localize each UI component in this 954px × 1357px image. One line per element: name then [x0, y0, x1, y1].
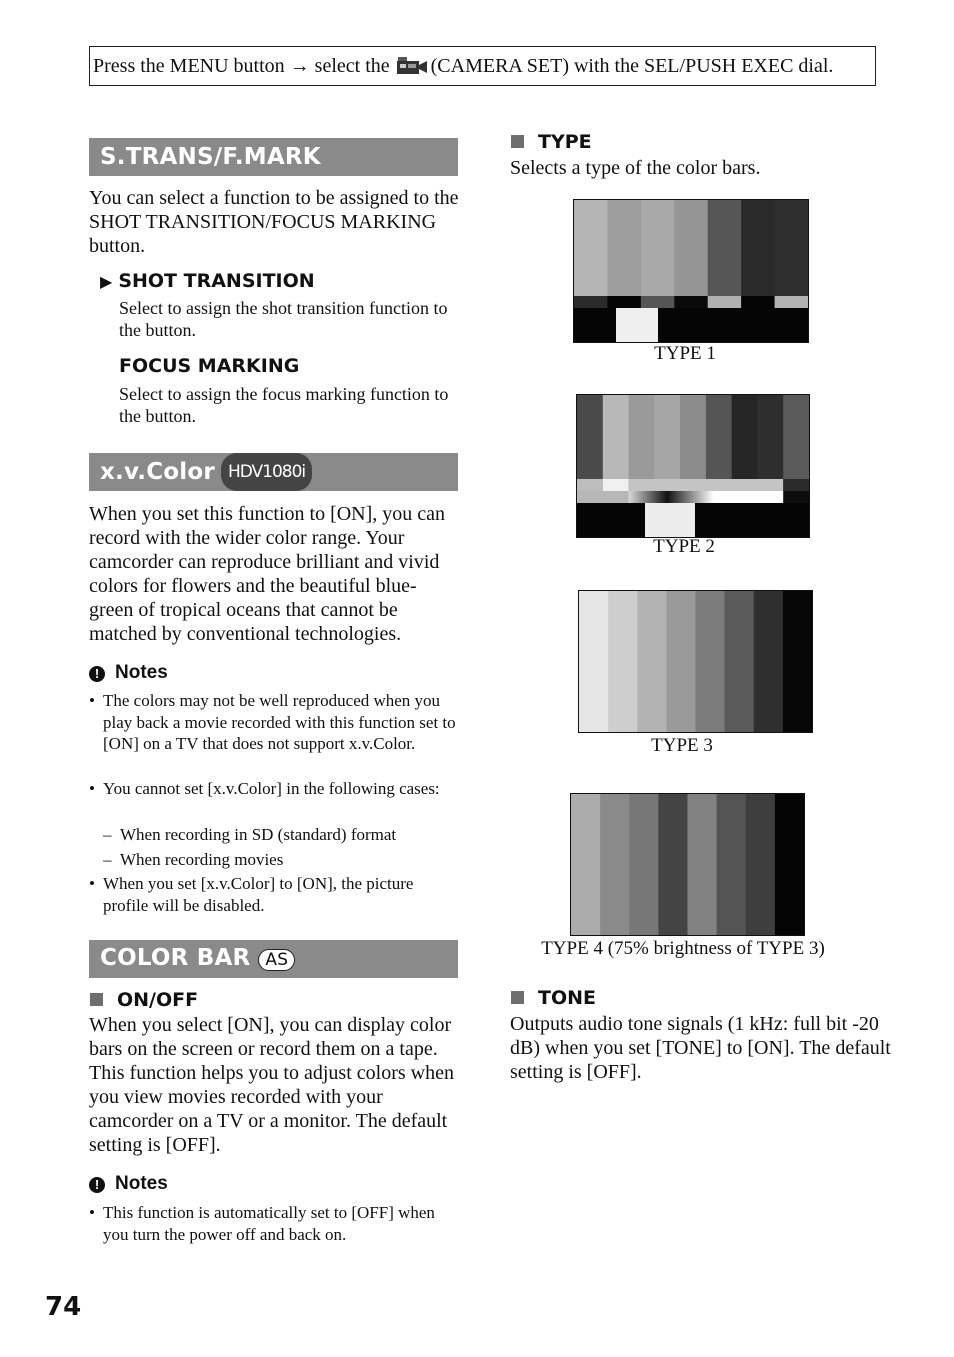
- xvcolor-title: x.v.Color: [100, 459, 215, 485]
- tone-heading: [511, 987, 596, 1009]
- type3-bar: [783, 591, 812, 732]
- type3-caption: TYPE 3: [651, 735, 713, 756]
- type3-bar: [725, 591, 755, 732]
- square-bullet-icon: [90, 993, 103, 1006]
- type2-row2-cell: [783, 479, 809, 491]
- bullet: •: [89, 874, 95, 893]
- type3-bar: [754, 591, 784, 732]
- camera-set-icon: [395, 51, 431, 73]
- type2-gradient-bar: [629, 491, 784, 503]
- colorbar-heading: [89, 940, 458, 978]
- page-number: 74: [45, 1292, 82, 1322]
- type1-caption: TYPE 1: [654, 343, 716, 364]
- xvcolor-intro: When you set this function to [ON], you can record with the wider color range. Your camcorder can reproduce brilliant and vivid colors for flowers and the beautiful blue-green of tropical oceans that cannot be matched by conventional technologies.: [89, 503, 446, 645]
- notes-title: Notes: [115, 1173, 168, 1194]
- notes-icon: !: [89, 666, 105, 682]
- type1-top-bar: [574, 200, 608, 296]
- type4-bar: [775, 794, 804, 935]
- hdv1080i-badge: HDV1080i: [221, 453, 312, 491]
- square-bullet-icon: [511, 991, 524, 1004]
- type4-bar: [688, 794, 718, 935]
- type2-color-bars: [576, 394, 810, 538]
- as-badge: AS: [258, 949, 295, 971]
- notes-icon: !: [89, 1177, 105, 1193]
- instruction-text-pre: Press the MENU button: [93, 55, 285, 77]
- type1-mid-bar: [574, 296, 608, 308]
- type4-bar: [600, 794, 630, 935]
- type1-mid-bar: [775, 296, 808, 308]
- bullet: •: [89, 1203, 95, 1222]
- type4-bar: [571, 794, 601, 935]
- type4-bar: [717, 794, 747, 935]
- shot-transition-desc: Select to assign the shot transition function to the button.: [119, 298, 448, 340]
- type2-row2-cell: [603, 479, 629, 491]
- type-title: TYPE: [538, 131, 592, 153]
- type4-caption: TYPE 4 (75% brightness of TYPE 3): [541, 938, 825, 959]
- subnote-text: When recording movies: [120, 850, 284, 869]
- type1-color-bars: [573, 199, 809, 343]
- tone-desc: Outputs audio tone signals (1 kHz: full bit -20 dB) when you set [TONE] to [ON]. The default setting is [OFF].: [510, 1013, 891, 1083]
- xvcolor-subnote-2: [103, 849, 459, 871]
- type3-bar: [637, 591, 667, 732]
- subnote-text: When recording in SD (standard) format: [120, 825, 397, 844]
- xvcolor-subnote-1: [103, 824, 459, 846]
- type1-top-bar: [674, 200, 708, 296]
- type1-top-bar: [741, 200, 775, 296]
- type2-top-bar: [680, 395, 706, 479]
- colorbar-title: COLOR BAR: [100, 945, 251, 971]
- bullet: •: [89, 691, 95, 710]
- default-marker-icon: ▶: [100, 272, 113, 291]
- type2-row3-cell: [783, 491, 809, 503]
- notes-title: Notes: [115, 662, 168, 683]
- note-text: The colors may not be well reproduced when you play back a movie recorded with this function set to [ON] on a TV that does not support x.v.Color.: [103, 691, 456, 753]
- xvcolor-note-1: [89, 690, 459, 755]
- xvcolor-note-2: [89, 778, 459, 800]
- note-text: When you set [x.v.Color] to [ON], the picture profile will be disabled.: [103, 874, 414, 915]
- type1-top-bar: [607, 200, 641, 296]
- type4-color-bars: [570, 793, 805, 936]
- strans-title: S.TRANS/F.MARK: [100, 144, 321, 170]
- type1-mid-bar: [641, 296, 675, 308]
- bullet: •: [89, 779, 95, 798]
- type2-row2-cell: [629, 479, 784, 491]
- type4-bar: [746, 794, 776, 935]
- xvcolor-notes-heading: [89, 662, 168, 684]
- type2-top-bar: [783, 395, 809, 479]
- type-heading: [511, 131, 592, 153]
- type1-top-bar: [641, 200, 675, 296]
- tone-title: TONE: [538, 987, 596, 1009]
- focus-marking-title: FOCUS MARKING: [119, 355, 300, 377]
- type1-mid-bar: [708, 296, 742, 308]
- type2-top-bar: [732, 395, 758, 479]
- onoff-heading: [90, 989, 198, 1011]
- type3-bar: [696, 591, 726, 732]
- dash: –: [103, 850, 112, 869]
- type2-top-bar: [757, 395, 783, 479]
- type1-mid-bar: [741, 296, 775, 308]
- onoff-title: ON/OFF: [117, 989, 199, 1011]
- type1-mid-bar: [607, 296, 641, 308]
- strans-intro: You can select a function to be assigned to the SHOT TRANSITION/FOCUS MARKING button.: [89, 187, 459, 257]
- xvcolor-heading: [89, 453, 458, 491]
- instruction-text-mid: select the: [314, 55, 390, 77]
- type2-top-bar: [706, 395, 732, 479]
- type1-bottom-bg: [574, 308, 808, 342]
- onoff-desc: When you select [ON], you can display color bars on the screen or record them on a tape. This function helps you to adjust colors when you view movies recorded with your camcorder on a TV or a monitor. The default setting is [OFF].: [89, 1014, 454, 1156]
- colorbar-notes-heading: [89, 1173, 168, 1195]
- type1-white-patch: [616, 308, 658, 342]
- type2-white-patch: [645, 503, 695, 537]
- type2-row2-cell: [577, 479, 603, 491]
- type3-bar: [608, 591, 638, 732]
- colorbar-note-1: [89, 1202, 459, 1245]
- type1-top-bar: [775, 200, 808, 296]
- square-bullet-icon: [511, 135, 524, 148]
- type1-top-bar: [708, 200, 742, 296]
- type4-bar: [629, 794, 659, 935]
- type2-top-bar: [577, 395, 603, 479]
- note-text: You cannot set [x.v.Color] in the following cases:: [103, 779, 440, 798]
- type2-caption: TYPE 2: [653, 536, 715, 557]
- menu-instruction-box: [89, 46, 876, 86]
- shot-transition-title: SHOT TRANSITION: [118, 270, 315, 292]
- type3-color-bars: [578, 590, 813, 733]
- instruction-text-post: (CAMERA SET) with the SEL/PUSH EXEC dial.: [430, 55, 834, 77]
- type1-mid-bar: [674, 296, 708, 308]
- shot-transition-heading: [100, 270, 315, 292]
- note-text: This function is automatically set to [OFF] when you turn the power off and back on.: [103, 1203, 435, 1244]
- strans-heading: [89, 138, 458, 176]
- type2-top-bar: [603, 395, 629, 479]
- type-desc: Selects a type of the color bars.: [510, 157, 761, 179]
- dash: –: [103, 825, 112, 844]
- type2-top-bar: [629, 395, 655, 479]
- type3-bar: [666, 591, 696, 732]
- type2-top-bar: [654, 395, 680, 479]
- arrow-icon: →: [289, 55, 310, 77]
- type4-bar: [658, 794, 688, 935]
- focus-marking-desc: Select to assign the focus marking function to the button.: [119, 384, 449, 426]
- xvcolor-note-3: [89, 873, 459, 916]
- type3-bar: [579, 591, 609, 732]
